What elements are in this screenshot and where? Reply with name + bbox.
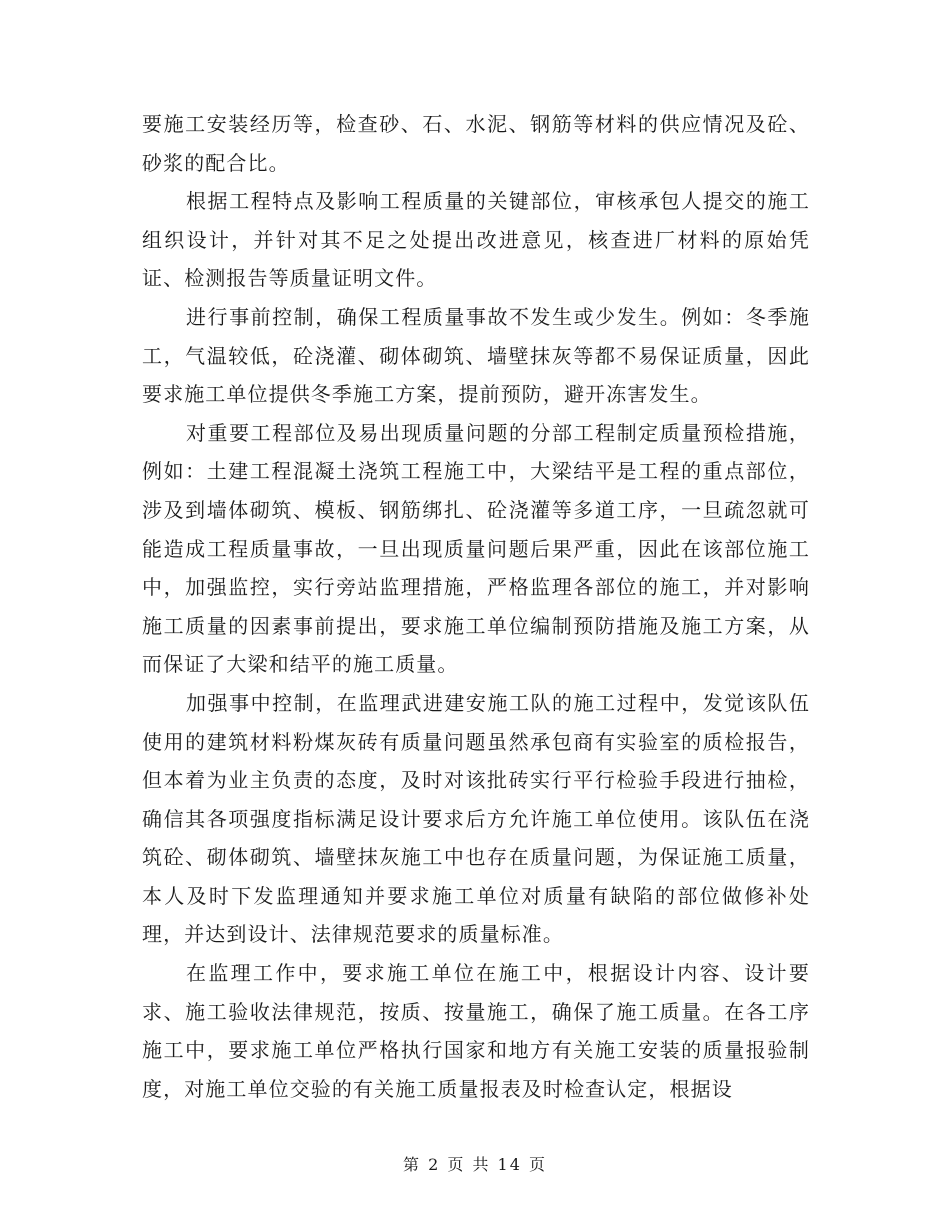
paragraph-prior-control: 进行事前控制，确保工程质量事故不发生或少发生。例如：冬季施工，气温较低，砼浇灌、砌体砌筑、墙壁抹灰等都不易保证质量，因此要求施工单位提供冬季施工方案，提前预防，避开冻害发生。 [142, 304, 810, 407]
body-text [142, 105, 810, 1108]
paragraph-continuation: 要施工安装经历等，检查砂、石、水泥、钢筋等材料的供应情况及砼、砂浆的配合比。 [142, 112, 810, 175]
paragraph-supervision-work: 在监理工作中，要求施工单位在施工中，根据设计内容、设计要求、施工验收法律规范，按质、按量施工，确保了施工质量。在各工序施工中，要求施工单位严格执行国家和地方有关施工安装的质量报验制度，对施工单位交验的有关施工质量报表及时检查认定，根据设 [142, 961, 810, 1101]
paragraph-precheck-measures: 对重要工程部位及易出现质量问题的分部工程制定质量预检措施，例如：土建工程混凝土浇筑工程施工中，大梁结平是工程的重点部位，涉及到墙体砌筑、模板、钢筋绑扎、砼浇灌等多道工序，一旦疏忽就可能造成工程质量事故，一旦出现质量问题后果严重，因此在该部位施工中，加强监控，实行旁站监理措施，严格监理各部位的施工，并对影响施工质量的因素事前提出，要求施工单位编制预防措施及施工方案，从而保证了大梁和结平的施工质量。 [142, 420, 810, 677]
page-number-footer: 第 2 页 共 14 页 [403, 1155, 547, 1174]
paragraph-design-review: 根据工程特点及影响工程质量的关键部位，审核承包人提交的施工组织设计，并针对其不足之处提出改进意见，核查进厂材料的原始凭证、检测报告等质量证明文件。 [142, 189, 810, 291]
paragraph-in-process-control: 加强事中控制，在监理武进建安施工队的施工过程中，发觉该队伍使用的建筑材料粉煤灰砖有质量问题虽然承包商有实验室的质检报告，但本着为业主负责的态度，及时对该批砖实行平行检验手段进行抽检，确信其各项强度指标满足设计要求后方允许施工单位使用。该队伍在浇筑砼、砌体砌筑、墙壁抹灰施工中也存在质量问题，为保证施工质量，本人及时下发监理通知并要求施工单位对质量有缺陷的部位做修补处理，并达到设计、法律规范要求的质量标准。 [142, 690, 810, 947]
